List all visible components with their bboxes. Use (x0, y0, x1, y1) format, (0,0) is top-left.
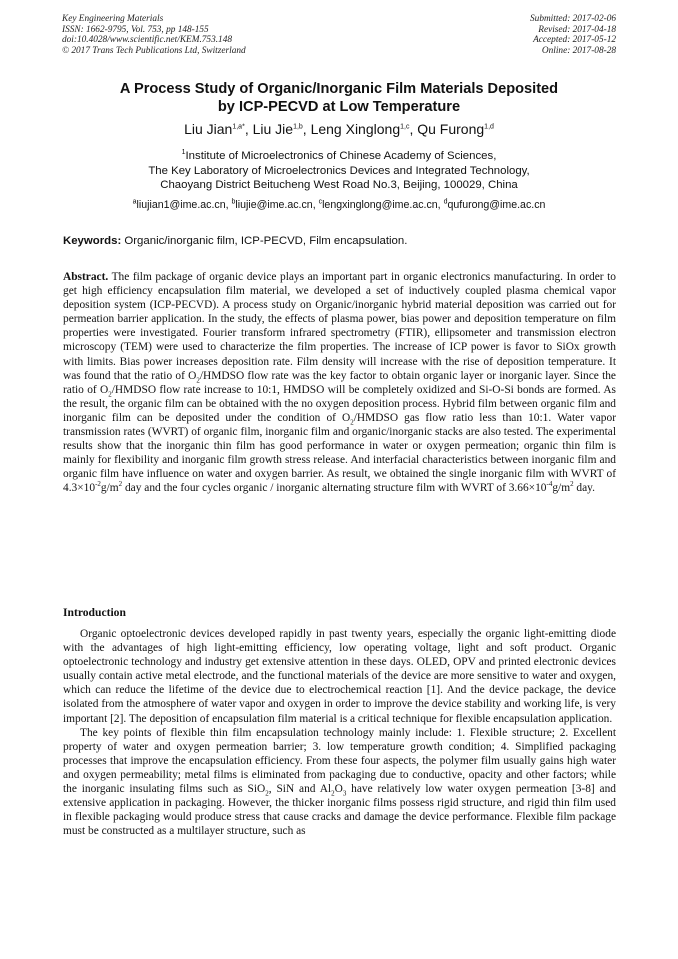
abstract-text: day. (573, 482, 595, 495)
keywords (63, 234, 616, 248)
subscript: 2 (196, 375, 200, 384)
superscript: 2 (118, 480, 123, 489)
email-sup: a (132, 198, 137, 206)
affiliation-line-2: The Key Laboratory of Microelectronics Devices and Integrated Technology, (148, 164, 530, 177)
affiliation-sup: 1 (181, 149, 186, 157)
title-line-1: A Process Study of Organic/Inorganic Film Materials Deposited (119, 81, 559, 97)
submitted-date: Submitted: 2017-02-06 (530, 14, 616, 24)
intro-paragraph-1: Organic optoelectronic devices developed rapidly in past twenty years, especially the organic light-emitting diode with the advantages of high light-emitting efficiency, low operating voltage, light and soft product. Organic optoelectronic technology and industry get extensive attention in these days. OLED, OPV and printed electronic devices usually contain active metal electrode, and the functional materials of the device are more sensitive to water and oxygen, which can reduce the lifetime of the device due to electrochemical reaction [1]. And the device package, the device isolated from the atmosphere of water vapor and oxygen in order to improve the device stability and working life, is very important [2]. The deposition of encapsulation film material is a critical technique for flexible encapsulation application. (63, 628, 616, 725)
email-sup: d (443, 198, 448, 206)
author-name: Qu Furong (417, 121, 485, 137)
header-right (530, 14, 616, 56)
revised-date: Revised: 2017-04-18 (538, 24, 616, 35)
author-list: Liu Jian$^{1,a*}$, Liu Jie$^{1,b}$, Leng Xinglong$^{1,c}$, Qu Furong$^{1,d}$ (184, 121, 494, 137)
keywords-text: Organic/inorganic film, ICP-PECVD, Film encapsulation. (124, 235, 408, 247)
author-name: Liu Jian (184, 121, 233, 137)
subscript: 3 (342, 789, 347, 798)
accepted-date: Accepted: 2017-05-12 (533, 35, 616, 46)
email-link[interactable]: liujian1@ime.ac.cn (136, 199, 226, 211)
subscript: 2 (350, 418, 354, 427)
author-sup: 1,c (400, 123, 410, 131)
email-sup: b (231, 198, 236, 206)
copyright: © 2017 Trans Tech Publications Ltd, Switzerland (62, 45, 246, 56)
affiliation-line-3: Chaoyang District Beitucheng West Road No.3, Beijing, 100029, China (160, 179, 518, 192)
author-name: Leng Xinglong (310, 121, 401, 137)
superscript: 2 (570, 480, 574, 489)
affiliation-line-1: Institute of Microelectronics of Chinese Academy of Sciences, (185, 150, 497, 162)
email-link[interactable]: qufurong@ime.ac.cn (447, 199, 546, 211)
online-date: Online: 2017-08-28 (541, 45, 616, 56)
intro-text: have relatively low water oxygen permeation [3-8] and extensive application in packaging. However, the thicker inorganic films possess rigid structure, and rigid thin film used in flexible packaging would produce stress that cause cracks and damage the device performance. Flexible film package must be constructed as a multilayer structure, such as (63, 783, 616, 838)
abstract-text: g/m (552, 482, 571, 495)
abstract-text: day and the four cycles organic / inorganic alternating structure film with WVRT of 3.66×10 (122, 482, 547, 495)
email-sup: c (318, 198, 323, 206)
superscript: -2 (95, 480, 101, 489)
superscript: -4 (546, 480, 553, 489)
paper-title (40, 80, 638, 116)
email-list: $^a$liujian1@ime.ac.cn, $^b$liujie@ime.ac.cn, $^c$lengxinglong@ime.ac.cn, $^d$qufurong@ime.ac.cn (132, 198, 546, 211)
email-link[interactable]: lengxinglong@ime.ac.cn (322, 199, 438, 211)
intro-text: O (334, 783, 343, 796)
journal-name: Key Engineering Materials (62, 14, 164, 24)
abstract-text: The film package of organic device plays an important part in organic electronics manufacturing. In order to get high efficiency encapsulation film material, we developed a set of inductively coupled plasma chemical vapor deposition system (ICP-PECVD). A process study on Organic/inorganic hybrid material deposition was carried out for permeation barrier application. In the study, the effects of plasma power, bias power and deposition temperature on film properties were investigated. Fourier transform infrared spectrometry (FTIR), ellipsometer and transmission electron microscopy (TEM) were used to characterize the film properties. The increase of ICP power is favor to SiOx growth with limits. Bias power increases deposition rate. Film density will increase with the rise of deposition temperature. It was found that the ratio of O (63, 271, 616, 382)
subscript: 2 (108, 390, 112, 399)
abstract-text: /HMDSO flow rate was the key factor to obtain organic layer or inorganic layer. Since the ratio of O (63, 369, 616, 396)
header-left (62, 14, 246, 56)
doi[interactable]: doi:10.4028/www.scientific.net/KEM.753.148 (62, 35, 232, 46)
author-name: Liu Jie (252, 121, 294, 137)
introduction (63, 627, 616, 838)
email-link[interactable]: liujie@ime.ac.cn (235, 199, 313, 211)
title-line-2: by ICP-PECVD at Low Temperature (217, 99, 461, 115)
abstract-text: /HMDSO gas flow ratio less than 10:1. Water vapor transmission rates (WVRT) of organic film, inorganic film and organic/inorganic stacks are also tested. The experimental results show that the inorganic thin film has good performance in water or oxygen permeation; organic thin film is mainly for flexibility and inorganic film growth stress release. And interfacial characteristics between inorganic film and organic film have influence on water and oxygen barrier. As result, we obtained the single inorganic film with WVRT of 4.3×10 (63, 411, 616, 495)
affiliation (40, 149, 638, 193)
abstract-text: g/m (100, 482, 119, 495)
subscript: 2 (331, 789, 335, 798)
author-sup: 1,d (484, 123, 494, 131)
author-sup: 1,a* (232, 123, 245, 131)
keywords-label: Keywords: (63, 235, 122, 247)
intro-text: The key points of flexible thin film encapsulation technology mainly include: 1. Flexible structure; 2. Excellent property of water and oxygen permeation barrier; 3. low temperature growth condition; 4. Simplified packaging processes that improve the encapsulation efficiency. From these four aspects, the polymer film usually gains high water and oxygen permeability; metal films is eliminated from packaging due to conductive, opacity and other factors; while the inorganic insulating films such as SiO (63, 726, 616, 796)
section-heading: Introduction (63, 606, 126, 619)
abstract (63, 270, 616, 496)
intro-text: , SiN and Al (268, 783, 332, 796)
journal-header (62, 14, 616, 56)
abstract-label: Abstract. (63, 271, 109, 283)
subscript: 2 (265, 789, 269, 798)
intro-paragraph-2 (63, 726, 616, 839)
issn: ISSN: 1662-9795, Vol. 753, pp 148-155 (62, 24, 209, 35)
author-sup: 1,b (293, 123, 303, 131)
abstract-text: /HMDSO flow rate increase to 10:1, HMDSO will be completely oxidized and Si-O-Si bonds are formed. As the result, the organic film can be obtained with the no oxygen deposition process. Hybrid film between organic film and inorganic film can be deposited under the condition of O (63, 383, 616, 424)
